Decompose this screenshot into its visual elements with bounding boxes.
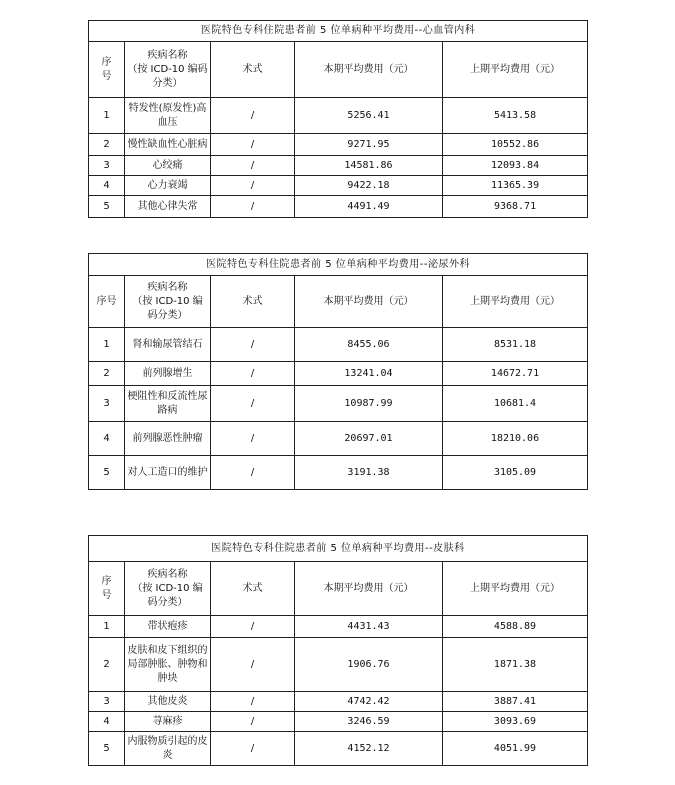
header-seq: 序号 [89, 276, 125, 328]
table-row [89, 386, 588, 422]
cell-previous-cost: 9368.71 [443, 196, 588, 218]
cell-operation: / [211, 196, 295, 218]
cell-previous-cost: 18210.06 [443, 422, 588, 456]
cell-seq: 4 [89, 422, 125, 456]
header-seq: 序号 [89, 42, 125, 98]
cell-current-cost: 4491.49 [295, 196, 443, 218]
cell-disease: 带状疱疹 [125, 616, 211, 638]
header-previous-cost: 上期平均费用（元） [443, 276, 588, 328]
cell-seq: 4 [89, 176, 125, 196]
cell-disease: 对人工造口的维护 [125, 456, 211, 490]
cell-previous-cost: 4051.99 [443, 732, 588, 766]
cell-previous-cost: 11365.39 [443, 176, 588, 196]
header-current-cost: 本期平均费用（元） [295, 276, 443, 328]
cell-seq: 2 [89, 362, 125, 386]
cell-disease: 前列腺增生 [125, 362, 211, 386]
table-header-row [89, 42, 588, 98]
table-row [89, 712, 588, 732]
cell-current-cost: 4152.12 [295, 732, 443, 766]
cell-seq: 3 [89, 386, 125, 422]
cell-seq: 5 [89, 196, 125, 218]
cell-operation: / [211, 386, 295, 422]
cell-operation: / [211, 732, 295, 766]
table-row [89, 456, 588, 490]
cell-previous-cost: 3105.09 [443, 456, 588, 490]
cell-disease: 心绞痛 [125, 156, 211, 176]
cell-operation: / [211, 422, 295, 456]
table-row [89, 422, 588, 456]
header-disease: 疾病名称 （按 ICD-10 编 码分类） [125, 276, 211, 328]
table-row [89, 196, 588, 218]
header-disease: 疾病名称 （按 ICD-10 编码 分类） [125, 42, 211, 98]
cell-previous-cost: 5413.58 [443, 98, 588, 134]
cell-previous-cost: 3093.69 [443, 712, 588, 732]
cell-disease: 肾和输尿管结石 [125, 328, 211, 362]
cell-seq: 3 [89, 156, 125, 176]
cell-current-cost: 4742.42 [295, 692, 443, 712]
cell-previous-cost: 10681.4 [443, 386, 588, 422]
cost-table-dermatology [88, 535, 588, 766]
cell-operation: / [211, 176, 295, 196]
cell-seq: 1 [89, 328, 125, 362]
cell-disease: 其他皮炎 [125, 692, 211, 712]
header-operation: 术式 [211, 276, 295, 328]
table-title: 医院特色专科住院患者前 5 位单病种平均费用--心血管内科 [89, 21, 588, 42]
cell-current-cost: 10987.99 [295, 386, 443, 422]
table-row [89, 732, 588, 766]
cell-seq: 4 [89, 712, 125, 732]
cell-current-cost: 20697.01 [295, 422, 443, 456]
cell-disease: 皮肤和皮下组织的局部肿胀、肿物和肿块 [125, 638, 211, 692]
cell-operation: / [211, 328, 295, 362]
cell-seq: 1 [89, 98, 125, 134]
cell-operation: / [211, 692, 295, 712]
header-previous-cost: 上期平均费用（元） [443, 562, 588, 616]
cell-current-cost: 14581.86 [295, 156, 443, 176]
cost-table-urology [88, 253, 588, 490]
cell-previous-cost: 8531.18 [443, 328, 588, 362]
cell-previous-cost: 4588.89 [443, 616, 588, 638]
cell-previous-cost: 3887.41 [443, 692, 588, 712]
cell-current-cost: 9422.18 [295, 176, 443, 196]
cell-disease: 特发性(原发性)高血压 [125, 98, 211, 134]
cell-seq: 5 [89, 456, 125, 490]
table-row [89, 616, 588, 638]
cell-operation: / [211, 616, 295, 638]
cell-disease: 梗阻性和反流性尿路病 [125, 386, 211, 422]
cell-previous-cost: 1871.38 [443, 638, 588, 692]
table-row [89, 638, 588, 692]
header-operation: 术式 [211, 562, 295, 616]
cell-disease: 其他心律失常 [125, 196, 211, 218]
cell-operation: / [211, 638, 295, 692]
cell-current-cost: 1906.76 [295, 638, 443, 692]
cell-current-cost: 9271.95 [295, 134, 443, 156]
cell-seq: 2 [89, 134, 125, 156]
cell-current-cost: 4431.43 [295, 616, 443, 638]
cell-disease: 内服物质引起的皮炎 [125, 732, 211, 766]
table-header-row [89, 562, 588, 616]
header-previous-cost: 上期平均费用（元） [443, 42, 588, 98]
cell-current-cost: 13241.04 [295, 362, 443, 386]
cell-seq: 1 [89, 616, 125, 638]
table-header-row [89, 276, 588, 328]
cell-seq: 5 [89, 732, 125, 766]
cell-operation: / [211, 362, 295, 386]
cell-operation: / [211, 456, 295, 490]
cell-operation: / [211, 712, 295, 732]
header-operation: 术式 [211, 42, 295, 98]
table-row [89, 134, 588, 156]
cell-current-cost: 5256.41 [295, 98, 443, 134]
cost-table-cardiology [88, 20, 588, 218]
cell-previous-cost: 12093.84 [443, 156, 588, 176]
cell-operation: / [211, 156, 295, 176]
cell-previous-cost: 10552.86 [443, 134, 588, 156]
cell-disease: 荨麻疹 [125, 712, 211, 732]
table-title: 医院特色专科住院患者前 5 位单病种平均费用--泌尿外科 [89, 254, 588, 276]
table-row [89, 328, 588, 362]
cell-current-cost: 8455.06 [295, 328, 443, 362]
cell-disease: 心力衰竭 [125, 176, 211, 196]
cell-seq: 3 [89, 692, 125, 712]
table-title: 医院特色专科住院患者前 5 位单病种平均费用--皮肤科 [89, 536, 588, 562]
header-current-cost: 本期平均费用（元） [295, 42, 443, 98]
table-row [89, 692, 588, 712]
table-row [89, 98, 588, 134]
table-row [89, 156, 588, 176]
cell-operation: / [211, 98, 295, 134]
header-seq: 序号 [89, 562, 125, 616]
cell-previous-cost: 14672.71 [443, 362, 588, 386]
cell-disease: 前列腺恶性肿瘤 [125, 422, 211, 456]
cell-current-cost: 3246.59 [295, 712, 443, 732]
cell-seq: 2 [89, 638, 125, 692]
table-row [89, 362, 588, 386]
cell-current-cost: 3191.38 [295, 456, 443, 490]
table-row [89, 176, 588, 196]
header-current-cost: 本期平均费用（元） [295, 562, 443, 616]
cell-disease: 慢性缺血性心脏病 [125, 134, 211, 156]
cell-operation: / [211, 134, 295, 156]
header-disease: 疾病名称 （按 ICD-10 编 码分类） [125, 562, 211, 616]
